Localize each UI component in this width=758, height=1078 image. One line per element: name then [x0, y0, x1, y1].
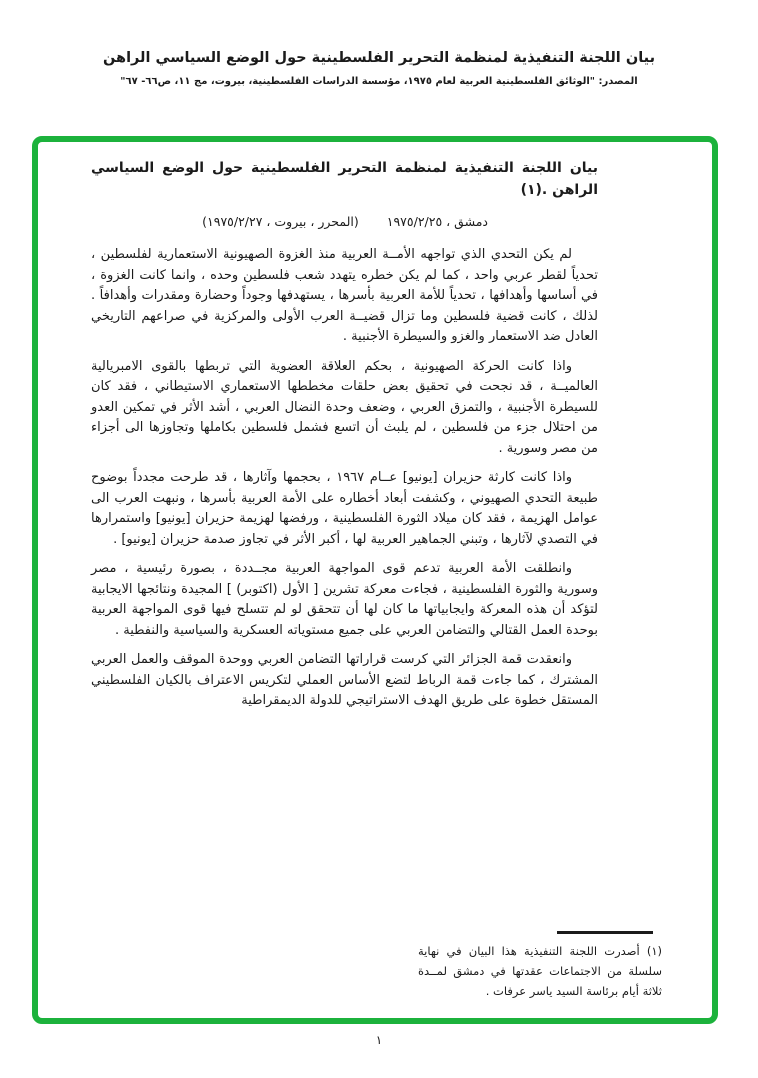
paragraph: واذا كانت كارثة حزيران [يونيو] عــام ١٩٦٧ ، بحجمها وآثارها ، قد طرحت مجدداً بوضوح طبيعة التحدي الصهيوني ، وكشفت أبعاد أخطاره على الأمة العربية بأسرها ، ونبهت العرب الى عوامل الهزيمة ، فقد كان ميلاد الثورة الفلسطينية ، ورفضها لهزيمة حزيران [يونيو] واستمرارها في التصدي لآثارها ، وتبني الجماهير العربية لها ، أكبر الأثر في تجاوز صدمة حزيران [يونيو] . — [91, 470, 598, 547]
paragraph: لم يكن التحدي الذي تواجهه الأمــة العربية منذ الغزوة الصهيونية الاستعمارية لفلسطين ، تحدياً لقطر عربي واحد ، كما لم يكن خطره يتهدد شعب فلسطين وحده ، وانما كانت الغزوة ، في أساسها وأهدافها ، تحدياً للأمة العربية بأسرها ، يستهدفها وجوداً وحضارة ومقدرات وأهدافاً . لذلك ، كانت قضية فلسطين وما تزال قضيــة العرب الأولى والمركزية في صراعهم التاريخي العادل ضد الاستعمار والغزو والسيطرة الأجنبية . — [91, 247, 598, 344]
paragraph: وانطلقت الأمة العربية تدعم قوى المواجهة العربية مجــددة ، بصورة رئيسية ، مصر وسورية والثورة الفلسطينية ، فجاءت معركة تشرين [ الأول (اكتوبر) ] المجيدة ونتائجها الايجابية لتؤكد أن هذه المعركة وايجابياتها ما كان لها أن تتحقق لو لم تتسلح فيها قوى المواجهة العربية بوحدة العمل القتالي والتضامن العربي على جميع مستوياته العسكرية والسياسية والنفطية . — [91, 561, 598, 638]
page-header — [0, 50, 758, 87]
dateline-editor: (المحرر ، بيروت ، ١٩٧٥/٢/٢٧) — [202, 214, 359, 229]
dateline-place: دمشق ، ١٩٧٥/٢/٢٥ — [386, 214, 488, 229]
paragraphs — [91, 245, 598, 712]
footnote: (١) أصدرت اللجنة التنفيذية هذا البيان في نهاية سلسلة من الاجتماعات عقدتها في دمشق لمــدة ثلاثة أيام برئاسة السيد ياسر عرفات . — [418, 944, 662, 998]
page-number: ١ — [375, 1033, 383, 1047]
document-title: بيان اللجنة التنفيذية لمنظمة التحرير الفلسطينية حول الوضع السياسي الراهن .(١) — [91, 160, 598, 198]
footnote-divider — [557, 931, 653, 934]
source-line: المصدر: "الوثائق الفلسطينية العربية لعام ١٩٧٥، مؤسسة الدراسات الفلسطينية، بيروت، مج ١١، ص٦٦- ٦٧" — [120, 76, 638, 87]
document-content — [91, 157, 598, 721]
paragraph: وانعقدت قمة الجزائر التي كرست قراراتها التضامن العربي ووحدة الموقف والعمل العربي المشترك ، كما جاءت قمة الرباط لتضع الأساس العملي لتكريس الاعتراف بالكيان الفلسطيني المستقل خطوة على طريق الهدف الاستراتيجي للدولة الديمقراطية — [91, 652, 598, 708]
page-title: بيان اللجنة التنفيذية لمنظمة التحرير الفلسطينية حول الوضع السياسي الراهن — [102, 50, 656, 66]
paragraph: واذا كانت الحركة الصهيونية ، بحكم العلاقة العضوية التي تربطها بالقوى الامبريالية العالميــة ، قد نجحت في تحقيق بعض حلقات مخططها الاستعماري الاستيطاني ، فقد كان للسيطرة الأجنبية ، والتمزق العربي ، وضعف وحدة النضال العربي ، أشد الأثر في تمكين العدو من احتلال جزء من فلسطين ، لم يلبث أن اتسع فشمل فلسطين بكاملها وتجاوزها الى أجزاء من مصر وسورية . — [91, 358, 598, 456]
dateline — [91, 214, 598, 229]
